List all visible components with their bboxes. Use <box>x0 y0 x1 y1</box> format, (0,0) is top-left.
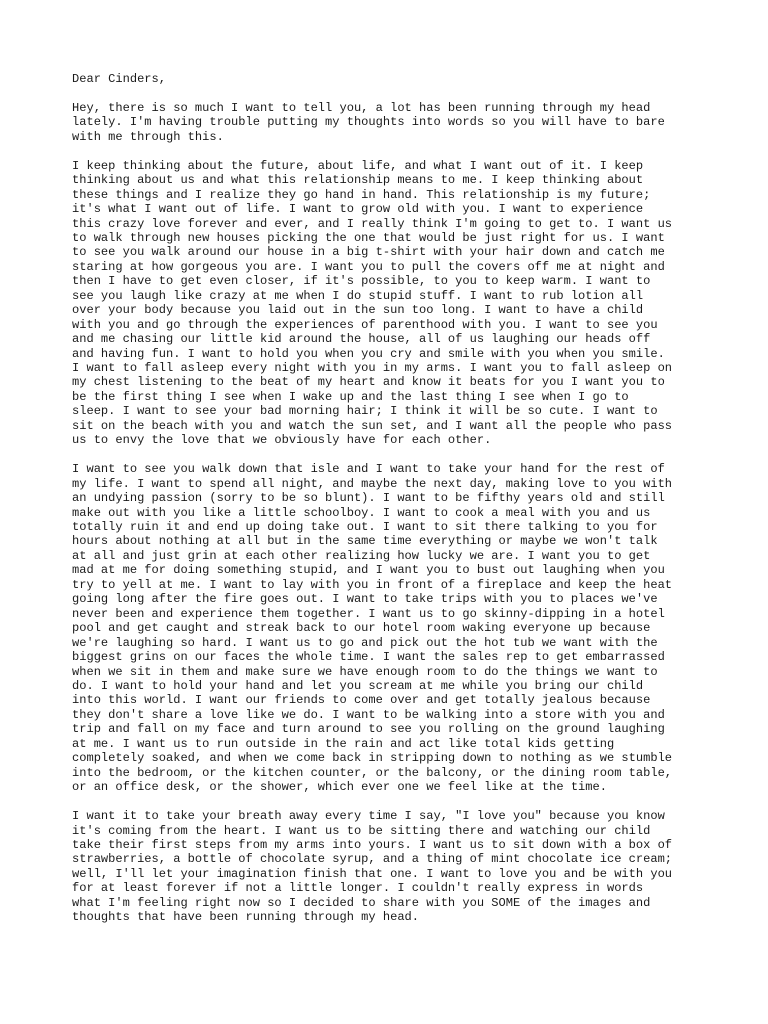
letter-paragraph: I want to see you walk down that isle and I want to take your hand for the rest of my life. I want to spend all night, and maybe the next day, making love to you with an undying passion (sorry to be so blunt). I want to be fifthy years old and still make out with you like a little schoolboy. I want to cook a meal with you and us totally ruin it and end up doing take out. I want to sit there talking to you for hours about nothing at all but in the same time everything or maybe we won't talk at all and just grin at each other realizing how lucky we are. I want you to get mad at me for doing something stupid, and I want you to bust out laughing when you try to yell at me. I want to lay with you in front of a fireplace and keep the heat going long after the fire goes out. I want to take trips with you to places we've never been and experience them together. I want us to go skinny-dipping in a hotel pool and get caught and streak back to our hotel room waking everyone up because we're laughing so hard. I want us to go and pick out the hot tub we want with the biggest grins on our faces the whole time. I want the sales rep to get embarrassed when we sit in them and make sure we have enough room to do the things we want to do. I want to hold your hand and let you scream at me while you bring our child into this world. I want our friends to come over and get totally jealous because they don't share a love like we do. I want to be walking into a store with you and trip and fall on my face and turn around to see you rolling on the ground laughing at me. I want us to run outside in the rain and act like total kids getting completely soaked, and when we come back in stripping down to nothing as we stumble into the bedroom, or the kitchen counter, or the balcony, or the dining room table, or an office desk, or the shower, which ever one we feel like at the time. <box>72 462 673 795</box>
letter-paragraph: I keep thinking about the future, about life, and what I want out of it. I keep thinking about us and what this relationship means to me. I keep thinking about these things and I realize they go hand in hand. This relationship is my future; it's what I want out of life. I want to grow old with you. I want to experience this crazy love forever and ever, and I really think I'm going to get to. I want us to walk through new houses picking the one that would be just right for us. I want to see you walk around our house in a big t-shirt with your hair down and catch me staring at how gorgeous you are. I want you to pull the covers off me at night and then I have to get even closer, if it's possible, to you to keep warm. I want to see you laugh like crazy at me when I do stupid stuff. I want to rub lotion all over your body because you laid out in the sun too long. I want to have a child with you and go through the experiences of parenthood with you. I want to see you and me chasing our little kid around the house, all of us laughing our heads off and having fun. I want to hold you when you cry and smile with you when you smile. I want to fall asleep every night with you in my arms. I want you to fall asleep on my chest listening to the beat of my heart and know it beats for you I want you to be the first thing I see when I wake up and the last thing I see when I go to sleep. I want to see your bad morning hair; I think it will be so cute. I want to sit on the beach with you and watch the sun set, and I want all the people who pass us to envy the love that we obviously have for each other. <box>72 158 673 448</box>
letter-paragraph: I want it to take your breath away every time I say, "I love you" because you know it's coming from the heart. I want us to be sitting there and watching our child take their first steps from my arms into yours. I want us to sit down with a box of strawberries, a bottle of chocolate syrup, and a thing of mint chocolate ice cream; well, I'll let your imagination finish that one. I want to love you and be with you for at least forever if not a little longer. I couldn't really express in words what I'm feeling right now so I decided to share with you SOME of the images and thoughts that have been running through my head. <box>72 809 673 925</box>
letter-greeting: Dear Cinders, <box>72 72 166 86</box>
letter-paragraph: Hey, there is so much I want to tell you, a lot has been running through my head lately. I'm having trouble putting my thoughts into words so you will have to bare with me through this. <box>72 100 665 144</box>
letter-body <box>72 72 712 939</box>
